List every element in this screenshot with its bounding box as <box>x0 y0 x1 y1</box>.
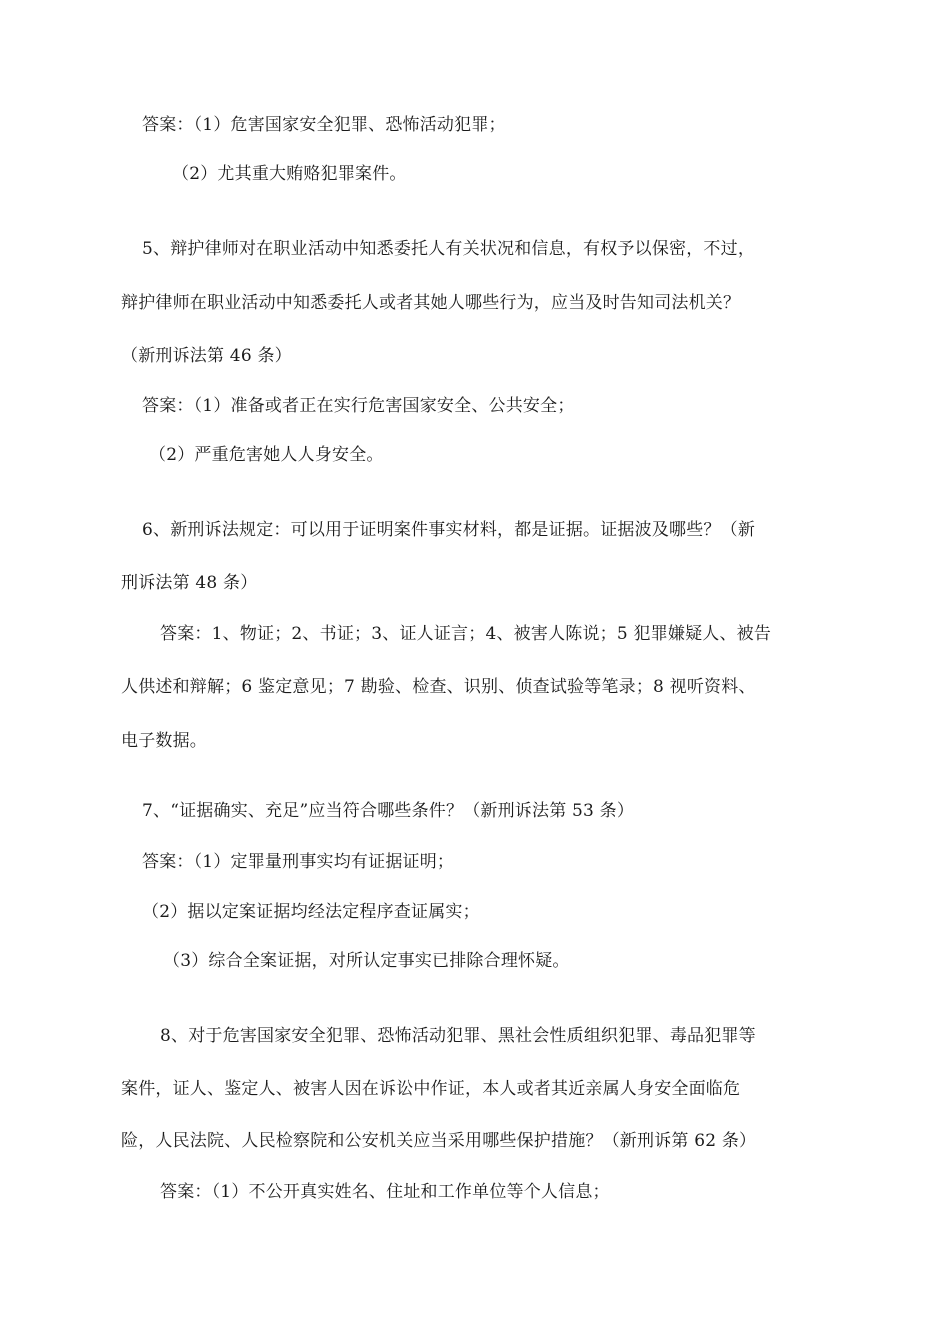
question-6-line-1: 6、新刑诉法规定：可以用于证明案件事实材料，都是证据。证据波及哪些？（新 <box>142 520 756 540</box>
question-8-line-1: 8、对于危害国家安全犯罪、恐怖活动犯罪、黑社会性质组织犯罪、毒品犯罪等 <box>160 1026 756 1046</box>
answer-4-line-2: （2）尤其重大贿赂犯罪案件。 <box>172 164 407 184</box>
answer-6-line-2: 人供述和辩解；6 鉴定意见；7 勘验、检查、识别、侦查试验等笔录；8 视听资料、 <box>121 677 756 697</box>
question-5-line-2: 辩护律师在职业活动中知悉委托人或者其她人哪些行为，应当及时告知司法机关？ <box>121 293 741 313</box>
question-8-line-2: 案件，证人、鉴定人、被害人因在诉讼中作证，本人或者其近亲属人身安全面临危 <box>121 1079 741 1099</box>
question-5-line-3: （新刑诉法第 46 条） <box>121 346 292 366</box>
answer-7-line-1: 答案：（1）定罪量刑事实均有证据证明； <box>142 852 455 872</box>
question-6-line-2: 刑诉法第 48 条） <box>121 573 258 593</box>
answer-5-line-1: 答案：（1）准备或者正在实行危害国家安全、公共安全； <box>142 396 575 416</box>
answer-6-line-1: 答案：1、物证；2、书证；3、证人证言；4、被害人陈说；5 犯罪嫌疑人、被告 <box>160 624 772 644</box>
answer-5-line-2: （2）严重危害她人人身安全。 <box>149 445 384 465</box>
answer-7-line-2: （2）据以定案证据均经法定程序查证属实； <box>142 902 480 922</box>
question-7-line-1: 7、“证据确实、充足”应当符合哪些条件？（新刑诉法第 53 条） <box>142 801 635 821</box>
answer-7-line-3: （3）综合全案证据，对所认定事实已排除合理怀疑。 <box>163 951 570 971</box>
answer-4-line-1: 答案：（1）危害国家安全犯罪、恐怖活动犯罪； <box>142 115 506 135</box>
question-5-line-1: 5、辩护律师对在职业活动中知悉委托人有关状况和信息，有权予以保密，不过， <box>142 239 756 259</box>
answer-6-line-3: 电子数据。 <box>121 731 207 751</box>
question-8-line-3: 险，人民法院、人民检察院和公安机关应当采用哪些保护措施？（新刑诉第 62 条） <box>121 1131 757 1151</box>
answer-8-line-1: 答案：（1）不公开真实姓名、住址和工作单位等个人信息； <box>160 1182 610 1202</box>
